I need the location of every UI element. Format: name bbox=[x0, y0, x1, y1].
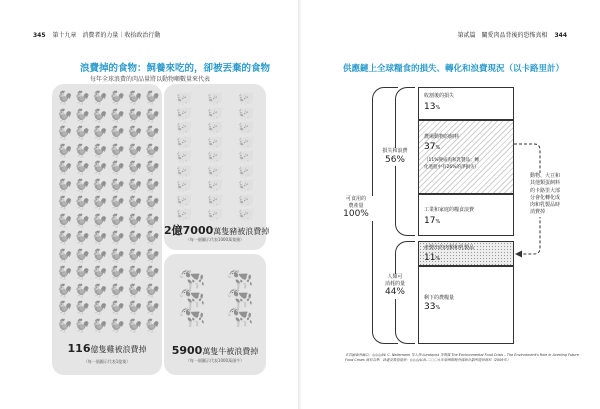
human-label-line2: 消耗的量 bbox=[384, 280, 405, 287]
segment-label: 剩下的農糧量 bbox=[424, 295, 455, 301]
chicken-icon: 🐓 bbox=[91, 301, 109, 317]
pig-icon: 🐖 bbox=[237, 120, 256, 137]
side-note-line: 其他類蛋飼料 bbox=[530, 180, 561, 187]
segment-remaining-food bbox=[418, 266, 514, 344]
chicken-panel bbox=[52, 84, 162, 375]
chicken-icon: 🐓 bbox=[91, 161, 109, 177]
chicken-icon: 🐓 bbox=[56, 91, 74, 107]
segment-value: 33% bbox=[424, 302, 441, 312]
pig-count-number: 2億7000 bbox=[164, 224, 214, 237]
chicken-icon: 🐓 bbox=[126, 178, 144, 194]
right-page-number: 344 bbox=[554, 32, 567, 39]
loss-label-text: 損失和浪費 bbox=[382, 148, 408, 154]
pig-icon: 🐖 bbox=[175, 163, 194, 180]
pig-icon: 🐖 bbox=[175, 178, 194, 195]
chicken-icon: 🐓 bbox=[126, 143, 144, 159]
pig-icon: 🐖 bbox=[175, 120, 194, 137]
chicken-icon: 🐓 bbox=[109, 213, 126, 229]
left-page-header bbox=[28, 30, 160, 39]
chicken-icon: 🐓 bbox=[126, 161, 144, 177]
chicken-icon: 🐓 bbox=[74, 143, 91, 159]
left-page-title: 浪費掉的食物：飼養來吃的，卻被丟棄的食物 bbox=[80, 63, 271, 74]
left-page-number: 345 bbox=[33, 32, 46, 39]
chicken-icon: 🐓 bbox=[144, 266, 161, 282]
chicken-icon: 🐓 bbox=[109, 178, 126, 194]
cow-note: （每一個圖示代表1000萬頭牛） bbox=[185, 358, 245, 363]
chicken-icon: 🐓 bbox=[109, 126, 126, 142]
chicken-icon: 🐓 bbox=[74, 126, 91, 142]
chicken-icon: 🐓 bbox=[56, 196, 74, 212]
segment-label: 產製出的肉類和乳製品 bbox=[424, 245, 475, 251]
loss-value: 56% bbox=[384, 154, 405, 165]
chicken-icon: 🐓 bbox=[144, 301, 161, 317]
pig-icon: 🐖 bbox=[237, 192, 256, 209]
chicken-icon: 🐓 bbox=[74, 161, 91, 177]
side-note-line: 肉和乳製品時 bbox=[530, 202, 561, 208]
pig-count bbox=[164, 222, 270, 238]
pig-icon: 🐖 bbox=[206, 178, 225, 195]
chicken-icon: 🐓 bbox=[91, 91, 109, 107]
chicken-icon: 🐓 bbox=[56, 126, 74, 142]
chicken-icon: 🐓 bbox=[144, 143, 161, 159]
chicken-icon: 🐓 bbox=[144, 126, 161, 142]
segment-food-waste bbox=[418, 194, 514, 236]
chicken-icon: 🐓 bbox=[126, 283, 144, 299]
chicken-icon: 🐓 bbox=[144, 108, 161, 124]
pig-icon: 🐖 bbox=[175, 192, 194, 209]
book-gutter bbox=[298, 0, 302, 409]
chicken-icon: 🐓 bbox=[144, 248, 161, 264]
chicken-icon: 🐓 bbox=[144, 196, 161, 212]
chicken-icon: 🐓 bbox=[74, 318, 91, 334]
pig-icon: 🐖 bbox=[206, 149, 225, 166]
chicken-icon: 🐓 bbox=[109, 266, 126, 282]
total-label-line1: 可食用的 bbox=[345, 196, 366, 202]
chicken-icon: 🐓 bbox=[74, 231, 91, 247]
pig-icon: 🐖 bbox=[206, 91, 225, 108]
pig-icon: 🐖 bbox=[175, 91, 194, 108]
arrowhead-icon bbox=[515, 251, 522, 258]
side-note-line: 動物、大豆和 bbox=[530, 173, 561, 179]
chicken-icon: 🐓 bbox=[109, 108, 126, 124]
chicken-icon: 🐓 bbox=[74, 283, 91, 299]
segment-post-harvest-loss bbox=[418, 87, 514, 120]
chicken-icon: 🐓 bbox=[74, 213, 91, 229]
pig-note: （每一個圖示代表1000萬隻豬） bbox=[185, 237, 245, 242]
chicken-icon: 🐓 bbox=[91, 283, 109, 299]
chicken-count-unit: 億隻雞被浪費掉 bbox=[90, 345, 147, 354]
pig-icon: 🐖 bbox=[237, 91, 256, 108]
cow-icon: 🐄 bbox=[226, 266, 254, 292]
chicken-icon: 🐓 bbox=[91, 143, 109, 159]
chicken-icon: 🐓 bbox=[126, 91, 144, 107]
pig-count-unit: 萬隻豬被浪費掉 bbox=[213, 227, 270, 236]
chicken-icon: 🐓 bbox=[56, 108, 74, 124]
chicken-icon: 🐓 bbox=[109, 161, 126, 177]
chicken-icon: 🐓 bbox=[74, 108, 91, 124]
chicken-icon: 🐓 bbox=[74, 196, 91, 212]
chicken-icon: 🐓 bbox=[144, 213, 161, 229]
segment-value: 37% bbox=[424, 142, 441, 152]
chicken-icon: 🐓 bbox=[126, 266, 144, 282]
chicken-icon: 🐓 bbox=[74, 91, 91, 107]
chicken-icon: 🐓 bbox=[56, 213, 74, 229]
pig-icon-grid bbox=[170, 92, 261, 223]
chicken-icon: 🐓 bbox=[56, 231, 74, 247]
chicken-icon: 🐓 bbox=[91, 213, 109, 229]
pig-icon: 🐖 bbox=[175, 149, 194, 166]
side-note bbox=[528, 173, 574, 217]
chicken-icon: 🐓 bbox=[109, 248, 126, 264]
pig-icon: 🐖 bbox=[206, 163, 225, 180]
chicken-icon: 🐓 bbox=[91, 318, 109, 334]
segment-value: 13% bbox=[424, 102, 441, 112]
chicken-icon: 🐓 bbox=[74, 266, 91, 282]
segment-label: 工業和家庭的糧食浪費 bbox=[424, 207, 475, 213]
chicken-icon: 🐓 bbox=[126, 196, 144, 212]
cow-icon: 🐄 bbox=[226, 304, 254, 330]
chicken-icon: 🐓 bbox=[144, 231, 161, 247]
left-page-subtitle: 每年全球浪費的肉品量將以動物噸數量來代表 bbox=[90, 76, 211, 83]
chicken-icon: 🐓 bbox=[74, 248, 91, 264]
right-header-title: 關愛肉品背後的恐怖真相 bbox=[481, 32, 548, 39]
total-label-line2: 農產量 bbox=[348, 202, 364, 209]
side-note-line: 消費掉 bbox=[530, 209, 546, 216]
left-header-chapter: 第十九章 bbox=[52, 32, 77, 39]
pig-icon: 🐖 bbox=[237, 163, 256, 180]
chicken-icon: 🐓 bbox=[91, 126, 109, 142]
side-note-line: 分會化轉化成 bbox=[530, 194, 561, 201]
right-page-title: 供應鏈上全球糧食的損失、轉化和浪費現況（以卡路里計） bbox=[343, 64, 565, 74]
human-label bbox=[378, 274, 412, 299]
segment-value: 11% bbox=[424, 253, 441, 263]
cow-icon: 🐄 bbox=[226, 285, 254, 311]
chicken-count bbox=[52, 342, 162, 355]
chicken-icon: 🐓 bbox=[126, 126, 144, 142]
cow-icon: 🐄 bbox=[178, 304, 206, 330]
chicken-icon: 🐓 bbox=[91, 248, 109, 264]
chicken-icon: 🐓 bbox=[109, 231, 126, 247]
segment-animal-feed bbox=[418, 120, 514, 194]
side-note-line: 的卡路里大部 bbox=[530, 187, 561, 194]
cow-icon-grid bbox=[172, 266, 260, 330]
chicken-icon: 🐓 bbox=[126, 108, 144, 124]
chicken-icon: 🐓 bbox=[109, 143, 126, 159]
chicken-icon: 🐓 bbox=[74, 301, 91, 317]
pig-icon: 🐖 bbox=[237, 207, 256, 224]
pig-icon: 🐖 bbox=[237, 105, 256, 122]
chicken-icon: 🐓 bbox=[144, 178, 161, 194]
pig-icon: 🐖 bbox=[237, 134, 256, 151]
right-header-chapter: 第貳篇 bbox=[457, 32, 476, 39]
pig-icon: 🐖 bbox=[206, 192, 225, 209]
chicken-icon: 🐓 bbox=[126, 248, 144, 264]
chicken-icon: 🐓 bbox=[56, 178, 74, 194]
chicken-icon: 🐓 bbox=[56, 301, 74, 317]
chicken-icon: 🐓 bbox=[74, 178, 91, 194]
chicken-icon: 🐓 bbox=[91, 231, 109, 247]
human-label-line1: 人類可 bbox=[387, 274, 403, 280]
pig-icon: 🐖 bbox=[206, 105, 225, 122]
chicken-icon: 🐓 bbox=[56, 248, 74, 264]
chicken-icon: 🐓 bbox=[56, 283, 74, 299]
chicken-icon: 🐓 bbox=[109, 283, 126, 299]
chicken-count-number: 116 bbox=[67, 342, 91, 355]
loss-label bbox=[376, 148, 414, 166]
pig-icon: 🐖 bbox=[175, 207, 194, 224]
segment-value: 17% bbox=[424, 216, 441, 226]
cow-icon: 🐄 bbox=[178, 266, 206, 292]
pig-panel bbox=[164, 84, 270, 250]
chicken-icon: 🐓 bbox=[91, 266, 109, 282]
cow-icon: 🐄 bbox=[178, 285, 206, 311]
chicken-icon: 🐓 bbox=[144, 318, 161, 334]
chicken-icon: 🐓 bbox=[109, 91, 126, 107]
chicken-icon: 🐓 bbox=[56, 161, 74, 177]
pig-icon: 🐖 bbox=[206, 134, 225, 151]
pig-icon: 🐖 bbox=[175, 134, 194, 151]
total-value: 100% bbox=[343, 209, 369, 219]
chicken-icon: 🐓 bbox=[56, 143, 74, 159]
segment-label: 農場動物的飼料 bbox=[424, 134, 460, 140]
segment-note-line1: （11%變成肉和乳製品；轉 bbox=[424, 158, 480, 163]
pig-icon: 🐖 bbox=[237, 178, 256, 195]
chicken-icon-grid bbox=[57, 90, 161, 335]
cow-count-number: 5900 bbox=[171, 344, 203, 357]
right-page-header bbox=[458, 30, 572, 39]
cow-count-unit: 萬隻牛被浪費掉 bbox=[202, 347, 259, 356]
chicken-icon: 🐓 bbox=[109, 196, 126, 212]
chicken-icon: 🐓 bbox=[144, 283, 161, 299]
total-label bbox=[333, 196, 379, 221]
pig-icon: 🐖 bbox=[206, 207, 225, 224]
chicken-icon: 🐓 bbox=[126, 301, 144, 317]
chicken-icon: 🐓 bbox=[91, 178, 109, 194]
chicken-icon: 🐓 bbox=[144, 161, 161, 177]
chicken-icon: 🐓 bbox=[109, 301, 126, 317]
cow-count bbox=[164, 344, 266, 357]
pig-icon: 🐖 bbox=[175, 105, 194, 122]
segment-note-line2: 化過程中有26%的淨損失） bbox=[424, 165, 480, 170]
chicken-note: （每一個圖示代表1億隻） bbox=[83, 359, 131, 364]
chicken-icon: 🐓 bbox=[109, 318, 126, 334]
chicken-icon: 🐓 bbox=[126, 231, 144, 247]
chicken-icon: 🐓 bbox=[126, 318, 144, 334]
chicken-icon: 🐓 bbox=[144, 91, 161, 107]
chicken-icon: 🐓 bbox=[126, 213, 144, 229]
pig-icon: 🐖 bbox=[206, 120, 225, 137]
cow-panel bbox=[164, 254, 266, 375]
segment-label: 收割後的損失 bbox=[424, 93, 455, 99]
chicken-icon: 🐓 bbox=[56, 318, 74, 334]
left-header-title: 消費者的力量｜收拾政治行動 bbox=[82, 32, 161, 39]
chicken-icon: 🐓 bbox=[56, 266, 74, 282]
footnote: 本頁圖表改編自：◎◎◎/W. C. Nellemann 等人與 Lundqvist 等數據 The Environmental Food Crisis – The Environment's Role in Averting Future Food Crises 資料為準，該處及數值提供：◎◎◎/U.N.二〇〇九年版國際糧食援助計劃所提供資料（2009年） bbox=[345, 353, 579, 363]
chicken-icon: 🐓 bbox=[91, 108, 109, 124]
pig-icon: 🐖 bbox=[237, 149, 256, 166]
human-value: 44% bbox=[384, 287, 405, 297]
segment-meat-dairy bbox=[418, 241, 514, 266]
chicken-icon: 🐓 bbox=[91, 196, 109, 212]
